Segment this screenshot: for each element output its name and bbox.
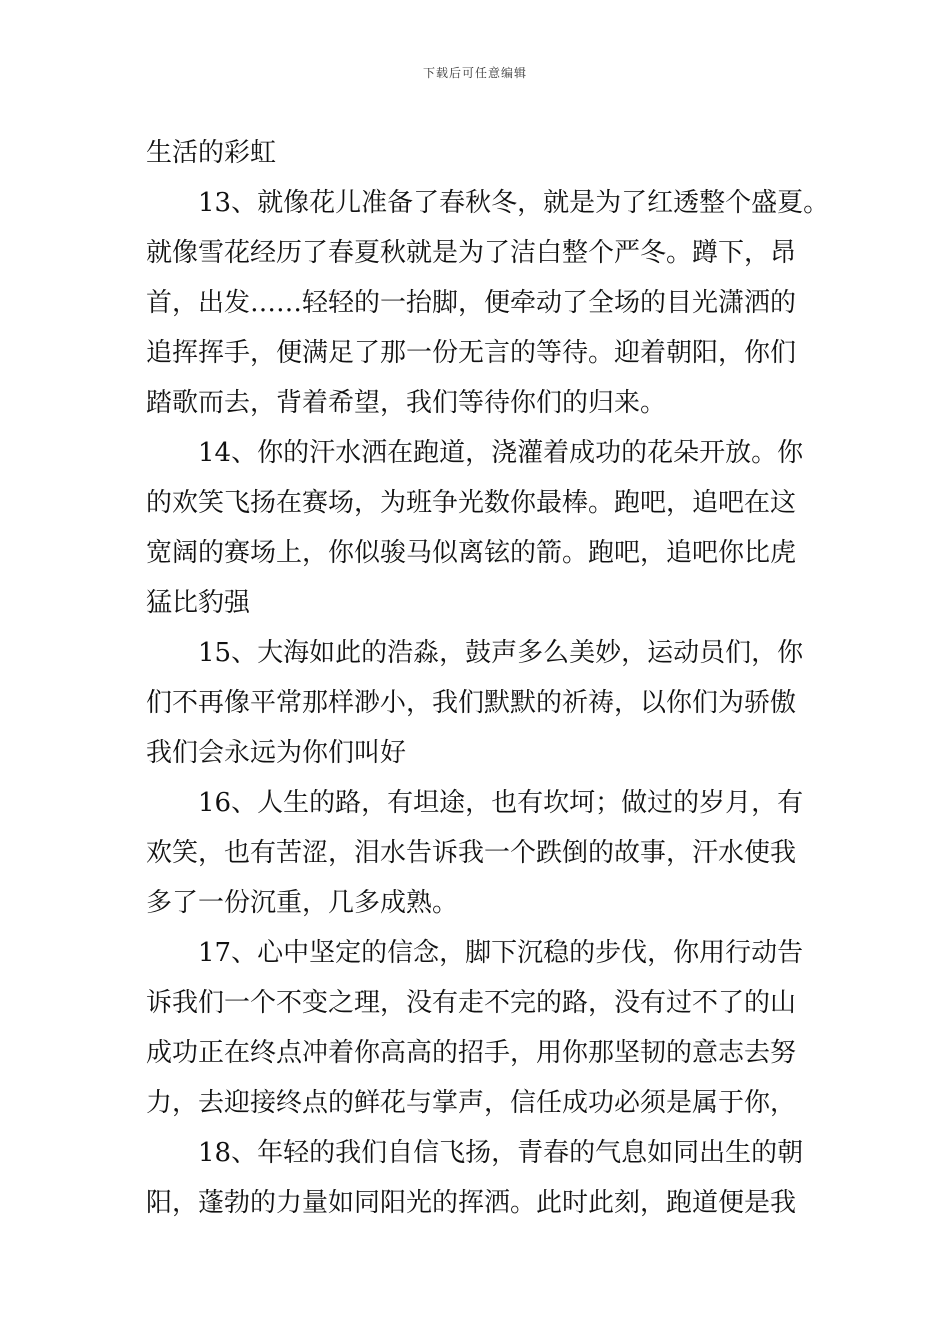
text-line: 就像雪花经历了春夏秋就是为了洁白整个严冬。蹲下，昂: [146, 238, 797, 268]
page-header: 下载后可任意编辑: [422, 66, 527, 80]
document-body: [146, 128, 830, 1228]
text-line: 生活的彩虹: [146, 138, 277, 168]
text-line: 踏歌而去，背着希望，我们等待你们的归来。: [146, 388, 667, 418]
paragraph-17-line: 17、心中坚定的信念，脚下沉稳的步伐，你用行动告: [198, 938, 804, 968]
text-line: 阳，蓬勃的力量如同阳光的挥洒。此时此刻，跑道便是我: [146, 1188, 797, 1218]
paragraph-15-line: 15、大海如此的浩淼，鼓声多么美妙，运动员们，你: [198, 638, 804, 668]
paragraph-16-line: 16、人生的路，有坦途，也有坎坷；做过的岁月，有: [198, 788, 804, 818]
text-line: 猛比豹强: [146, 588, 251, 618]
text-line: 追挥挥手，便满足了那一份无言的等待。迎着朝阳，你们: [146, 338, 797, 368]
text-line: 多了一份沉重，几多成熟。: [146, 888, 459, 918]
paragraph-14-line: 14、你的汗水洒在跑道，浇灌着成功的花朵开放。你: [198, 438, 804, 468]
text-line: 诉我们一个不变之理，没有走不完的路，没有过不了的山: [146, 988, 797, 1018]
text-line: 首，出发……轻轻的一抬脚，便牵动了全场的目光潇洒的: [146, 288, 797, 318]
text-line: 们不再像平常那样渺小，我们默默的祈祷，以你们为骄傲: [146, 688, 797, 718]
text-line: 我们会永远为你们叫好: [146, 738, 407, 768]
text-line: 力，去迎接终点的鲜花与掌声，信任成功必须是属于你，: [146, 1088, 797, 1118]
paragraph-18-line: 18、年轻的我们自信飞扬，青春的气息如同出生的朝: [198, 1138, 804, 1168]
text-line: 欢笑，也有苦涩，泪水告诉我一个跌倒的故事，汗水使我: [146, 838, 797, 868]
text-line: 宽阔的赛场上，你似骏马似离铉的箭。跑吧，追吧你比虎: [146, 538, 797, 568]
paragraph-13-line: 13、就像花儿准备了春秋冬，就是为了红透整个盛夏。: [198, 188, 830, 218]
text-line: 的欢笑飞扬在赛场，为班争光数你最棒。跑吧，追吧在这: [146, 488, 797, 518]
text-line: 成功正在终点冲着你高高的招手，用你那坚韧的意志去努: [146, 1038, 797, 1068]
